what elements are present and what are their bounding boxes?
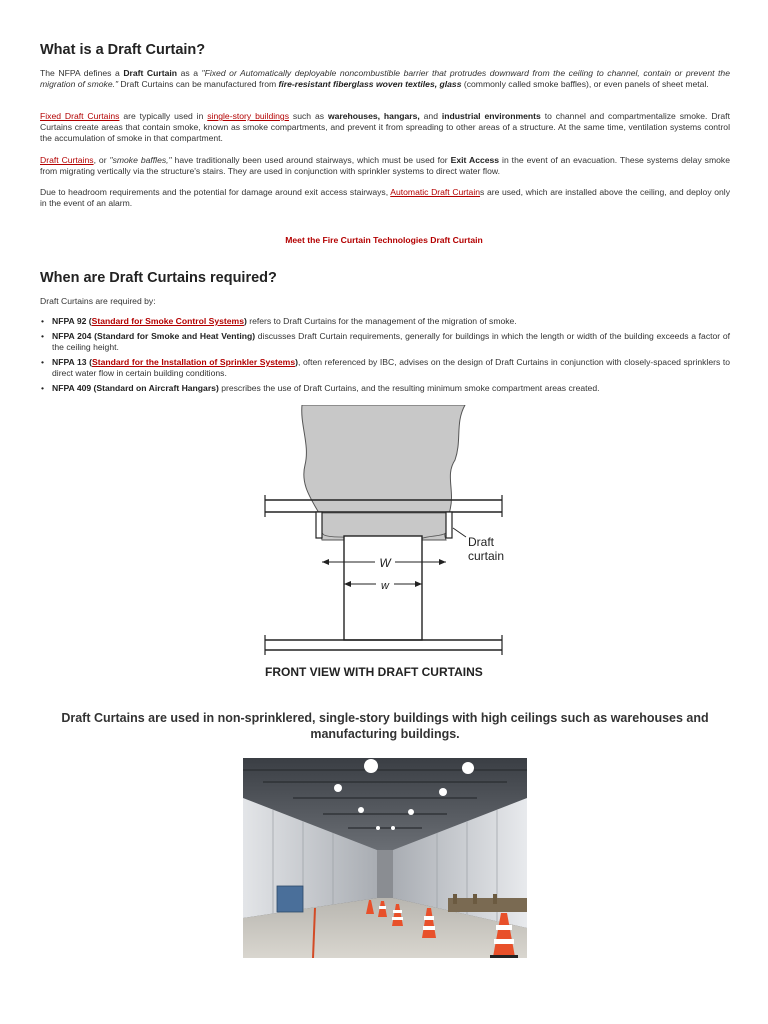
paren: ) xyxy=(295,357,298,367)
text: are typically used in xyxy=(119,111,208,121)
text: as a xyxy=(177,68,202,78)
list-item xyxy=(40,331,730,353)
smoke-layer xyxy=(322,513,446,539)
paragraph-definition xyxy=(40,68,730,90)
bold-term: Exit Access xyxy=(450,155,500,165)
text: s are used, which are installed above the ceiling, and deploy only in the event of an alarm. xyxy=(40,187,731,208)
code-label: NFPA 13 xyxy=(52,357,87,367)
paren: ) xyxy=(243,316,247,326)
paren: ( xyxy=(86,357,93,367)
list-item xyxy=(40,383,730,394)
paragraph-fixed-curtains xyxy=(40,111,730,144)
text: refers to Draft Curtains for the management of the migration of smoke. xyxy=(246,316,517,326)
photo-caption: Draft Curtains are used in non-sprinklered, single-story buildings with high ceilings such as warehouses and manufacturing buildings. xyxy=(61,711,709,741)
draft-curtain-left xyxy=(316,512,322,538)
draft-curtain-diagram xyxy=(250,405,510,685)
draft-curtain-right xyxy=(446,512,452,538)
link-fixed-draft-curtains[interactable]: Fixed Draft Curtains xyxy=(40,111,120,121)
text: (commonly called smoke baffles), or even panels of sheet metal. xyxy=(461,79,709,89)
dimension-label-W: W xyxy=(379,556,391,570)
standard-title: (Standard for Smoke and Heat Venting) xyxy=(91,331,256,341)
text: Due to headroom requirements and the potential for damage around exit access stairways, xyxy=(40,187,391,197)
text: prescribes the use of Draft Curtains, and the resulting minimum smoke compartment areas created. xyxy=(218,383,600,393)
standard-title: (Standard on Aircraft Hangars) xyxy=(91,383,219,393)
warehouse-photo xyxy=(243,758,527,958)
paren: ( xyxy=(86,316,92,326)
bold-term: industrial environments xyxy=(441,111,541,121)
link-meet-draft-curtain[interactable]: Meet the Fire Curtain Technologies Draft Curtain xyxy=(285,235,483,245)
link-nfpa-13-standard[interactable]: Standard for the Installation of Sprinkler Systems xyxy=(92,357,296,367)
list-item xyxy=(40,357,730,379)
label-draft: Draft xyxy=(468,535,495,549)
text: to channel and compartmentalize smoke. Draft Curtains create areas that contain smoke, known as smoke compartments, and prevent it from spreading to other areas of a structure. At the same time, ventilation systems control the accumulation of smoke in that compartment. xyxy=(40,111,730,143)
paragraph-automatic-curtains xyxy=(40,187,730,209)
text: , often referenced by IBC, advises on the design of Draft Curtains in conjunction with closely-spaced sprinklers to direct water flow in certain building conditions. xyxy=(52,357,731,378)
dimension-label-w: w xyxy=(381,580,389,592)
text: The NFPA defines a xyxy=(40,68,124,78)
code-label: NFPA 409 xyxy=(52,383,92,393)
text: , or xyxy=(93,155,110,165)
paragraph-smoke-baffles xyxy=(40,155,730,177)
nfpa-definition-quote: "Fixed or Automatically deployable noncombustible barrier that protrudes downward from the ceiling to channel, contain or prevent the migration of smoke." xyxy=(40,68,730,89)
link-automatic-draft-curtain[interactable]: Automatic Draft Curtain xyxy=(390,187,481,197)
text: discusses Draft Curtain requirements, generally for buildings in which the length or width of the building exceeds a factor of the ceiling height. xyxy=(52,331,731,352)
code-label: NFPA 204 xyxy=(52,331,92,341)
text: have traditionally been used around stairways, which must be used for xyxy=(171,155,451,165)
bold-term: Draft Curtain xyxy=(123,68,178,78)
code-label: NFPA 92 xyxy=(52,316,87,326)
label-curtain: curtain xyxy=(468,549,505,563)
text: in the event of an evacuation. These systems delay smoke from migrating vertically via the structure's stairs. They are used in conjunction with sprinkler systems to direct water flow. xyxy=(40,155,730,176)
link-single-story-buildings[interactable]: single-story buildings xyxy=(207,111,290,121)
bold-term: warehouses, hangars, xyxy=(327,111,420,121)
bold-italic-materials: fire-resistant fiberglass woven textiles, glass xyxy=(278,79,462,89)
heading-when-required: When are Draft Curtains required? xyxy=(40,270,277,286)
text: such as xyxy=(289,111,328,121)
list-item xyxy=(40,316,730,327)
text: and xyxy=(419,111,442,121)
link-draft-curtains[interactable]: Draft Curtains xyxy=(40,155,94,165)
link-nfpa-92-standard[interactable]: Standard for Smoke Control Systems xyxy=(91,316,244,326)
required-intro: Draft Curtains are required by: xyxy=(40,296,156,306)
diagram-caption: FRONT VIEW WITH DRAFT CURTAINS xyxy=(265,665,483,679)
requirements-list xyxy=(40,316,730,398)
italic-term: "smoke baffles," xyxy=(109,155,172,165)
heading-what-is-draft-curtain: What is a Draft Curtain? xyxy=(40,42,206,58)
text: Draft Curtains can be manufactured from xyxy=(118,79,279,89)
